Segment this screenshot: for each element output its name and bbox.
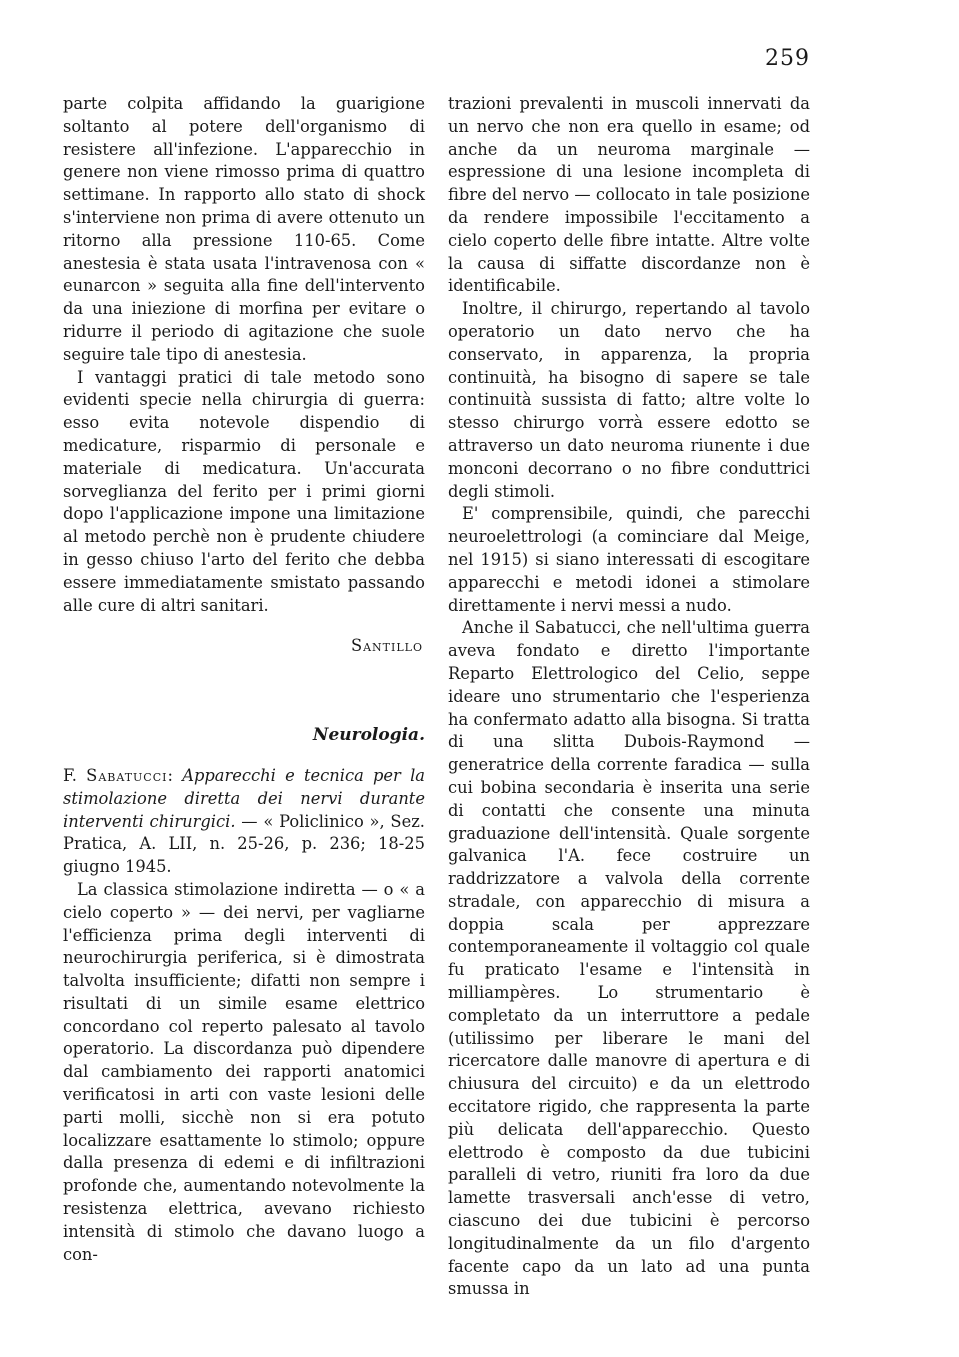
reference-source: — « Policlinico », Sez. Pratica, A. LII, n. 25-26, p. 236; 18-25 giugno 1945. bbox=[63, 811, 425, 877]
left-paragraph-3: La classica stimolazione indiretta — o « a cielo coperto » — dei nervi, per vagliarne l'efficienza prima degli interventi di neurochirurgia periferica, si è dimostrata talvolta insufficiente; difatti non sempre i risultati di un simile esame elettrico concordano col reperto palesato al tavolo operatorio. La discordanza può dipendere dal cambiamento dei rapporti anatomici verificatosi in arti con vaste lesioni delle parti molli, sicchè non si era potuto localizzare esattamente lo stimolo; oppure dalla presenza di edemi e di infiltrazioni profonde che, aumentando notevolmente la resistenza elettrica, avevano richiesto intensità di stimolo che davano luogo a con- bbox=[63, 879, 425, 1264]
right-paragraph-3: E' comprensibile, quindi, che parecchi neuroelettrologi (a cominciare dal Meige, nel 1915) si siano interessati di escogitare apparecchi e metodi idonei a stimolare direttamente i nervi messi a nudo. bbox=[448, 504, 810, 615]
left-paragraph-2: I vantaggi pratici di tale metodo sono evidenti specie nella chirurgia di guerra: esso evita notevole dispendio di medicature, risparmio di personale e materiale di medicatura. Un'accurata sorveglianza del ferito per i primi giorni dopo l'applicazione impone una limitazione al metodo perchè non è prudente chiudere in gesso chiuso l'arto del ferito che debba essere immediatamente smistato passando alle cure di altri sanitari. bbox=[63, 367, 425, 615]
reference-author: Sabatucci bbox=[86, 765, 168, 785]
bibliographic-reference: F. Sabatucci: Apparecchi e tecnica per la stimolazione diretta dei nervi durante interventi chirurgici. — « Policlinico », Sez. Pratica, A. LII, n. 25-26, p. 236; 18-25 giugno 1945. bbox=[63, 765, 425, 877]
reference-title: Apparecchi e tecnica per la stimolazione diretta dei nervi durante interventi chirurgici. bbox=[63, 765, 425, 831]
right-paragraph-4: Anche il Sabatucci, che nell'ultima guerra aveva fondato e diretto l'importante Reparto Elettrologico del Celio, seppe ideare uno strumentario che l'esperienza ha confermato adatto alla bisogna. Si tratta di una slitta Dubois-Raymond — generatrice della corrente faradica — sulla cui bobina secondaria è inserita una serie di contatti che consente una minuta graduazione dell'intensità. Quale sorgente galvanica l'A. fece costruire un raddrizzatore a valvola della corrente stradale, con apparecchio di misura a doppia scala per apprezzare contemporaneamente il voltaggio col quale fu praticato l'esame e l'intensità in milliampères. Lo strumentario è completato da un interruttore a pedale (utilissimo per liberare le mani del ricercatore dalle manovre di apertura e di chiusura del circuito) e da un elettrodo eccitatore rigido, che rappresenta la parte più delicata dell'apparecchio. Questo elettrodo è composto da due tubicini paralleli di vetro, riuniti fra loro da due lamette trasversali anch'esse di vetro, ciascuno dei due tubicini è percorso longitudinalmente da un filo d'argento facente capo da un lato ad una punta smussa in bbox=[448, 618, 810, 1299]
right-paragraph-1: trazioni prevalenti in muscoli innervati da un nervo che non era quello in esame; od anche da un neuroma marginale — espressione di una lesione incompleta di fibre del nervo — collocato in tale posizione da rendere impossibile l'eccitamento a cielo coperto delle fibre intatte. Altre volte la causa di siffatte discordanze non è identificabile. bbox=[448, 94, 810, 296]
page-number: 259 bbox=[765, 46, 810, 71]
left-paragraph-1: parte colpita affidando la guarigione soltanto al potere dell'organismo di resistere all'infezione. L'apparecchio in genere non viene rimosso prima di quattro settimane. In rapporto allo stato di shock s'interviene non prima di avere ottenuto un ritorno alla pressione 110-65. Come anestesia è stata usata l'intravenosa con « eunarcon » seguita alla fine dell'intervento da una iniezione di morfina per evitare o ridurre il periodo di agitazione che suole seguire tale tipo di anestesia. bbox=[63, 94, 425, 364]
right-column bbox=[448, 93, 810, 1301]
reference-initial: F. bbox=[63, 765, 77, 785]
author-signature: Santillo bbox=[350, 636, 423, 656]
section-heading: Neurologia. bbox=[312, 725, 425, 746]
left-column bbox=[63, 93, 425, 1266]
right-paragraph-2: Inoltre, il chirurgo, repertando al tavolo operatorio un dato nervo che ha conservato, in apparenza, la propria continuità, ha bisogno di sapere se tale continuità sussista di fatto; altre volte lo stesso chirurgo vorrà essere edotto se attraverso un dato neuroma riunente i due monconi decorrano o no fibre conduttrici degli stimoli. bbox=[448, 299, 810, 501]
